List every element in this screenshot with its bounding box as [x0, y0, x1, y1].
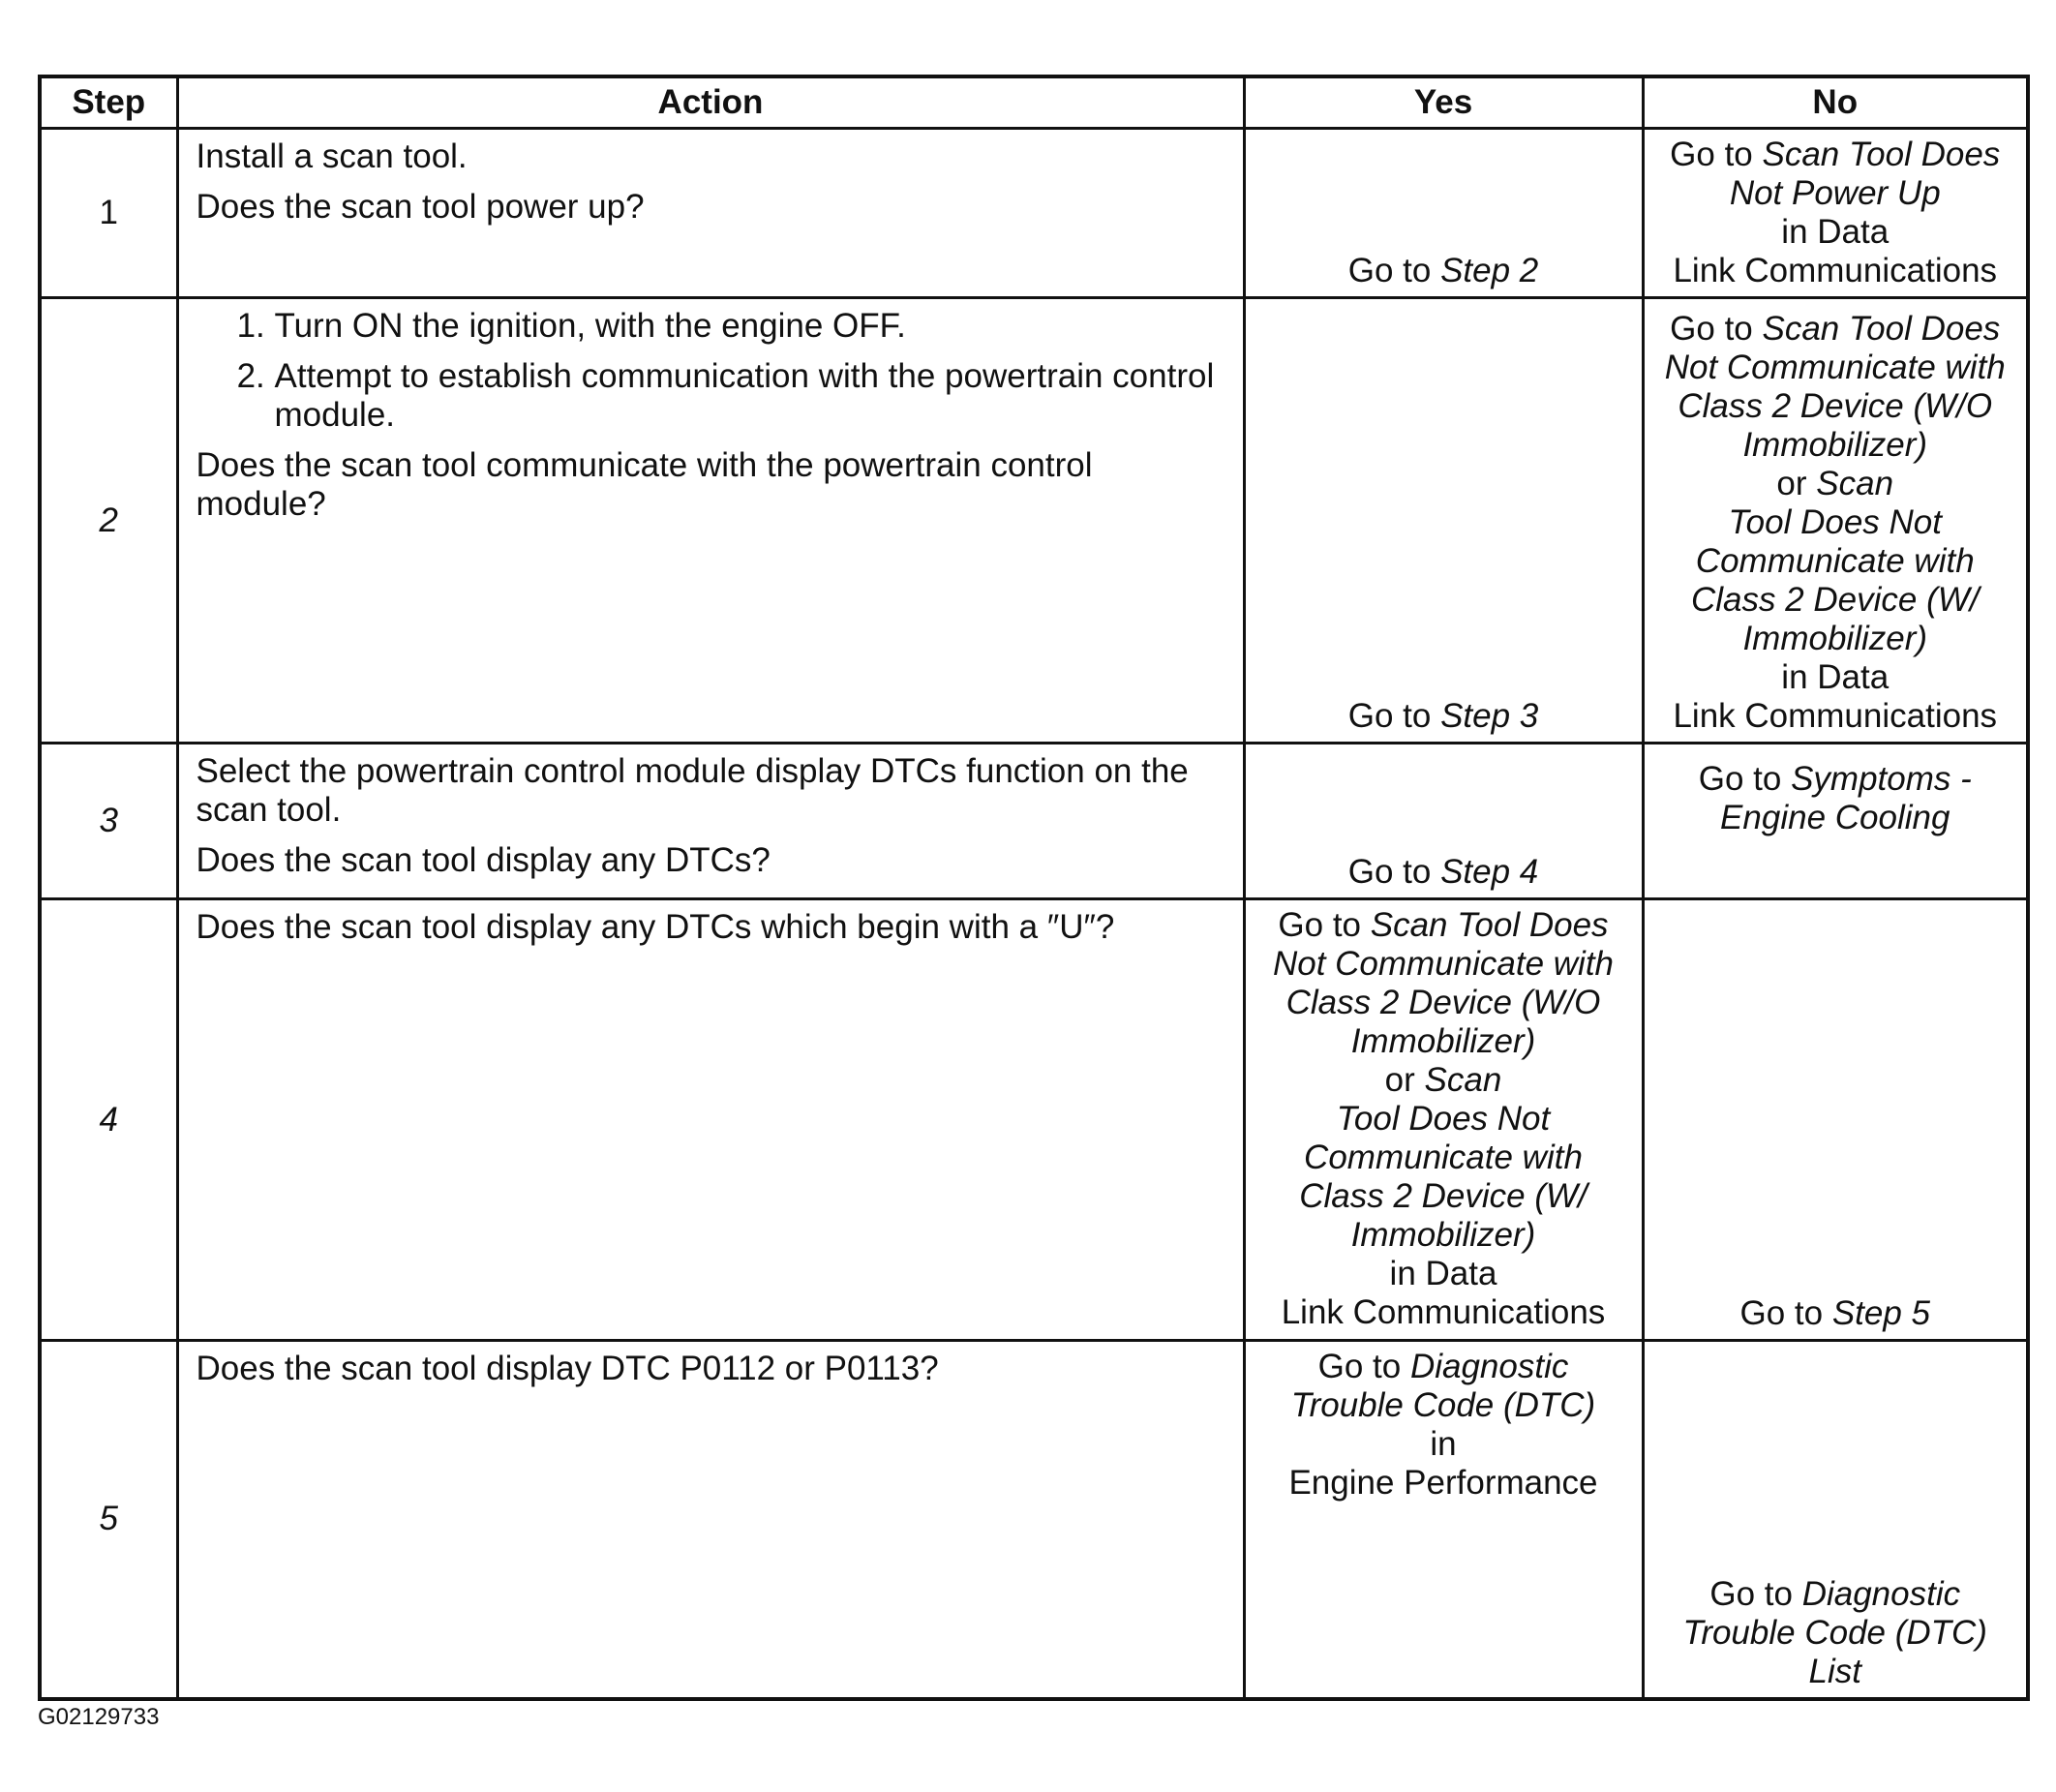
action-cell [177, 899, 1244, 1341]
yes-cell [1244, 129, 1643, 298]
no-line: Go to Scan Tool Does [1670, 136, 2001, 173]
yes-line: Go to Step 3 [1347, 697, 1539, 735]
action-list-item: 2. Attempt to establish communication with the powertrain control module. [275, 357, 1224, 435]
yes-line: Engine Performance [1288, 1464, 1598, 1502]
no-cell [1643, 129, 2028, 298]
table-header-row [40, 76, 2028, 129]
yes-line: in Data [1389, 1255, 1497, 1292]
header-yes: Yes [1244, 76, 1643, 129]
step-number: 1 [40, 129, 177, 298]
yes-cell [1244, 744, 1643, 899]
yes-line: Go to Scan Tool Does [1278, 906, 1609, 944]
no-line: Tool Does Not [1728, 503, 1942, 541]
yes-line: Go to Diagnostic [1317, 1348, 1569, 1385]
no-line: Go to Diagnostic [1709, 1574, 1961, 1613]
yes-cell [1244, 899, 1643, 1341]
yes-cell [1244, 1341, 1643, 1699]
action-question: Does the scan tool communicate with the powertrain control module? [196, 446, 1093, 523]
table-row [40, 744, 2028, 899]
action-cell [177, 1341, 1244, 1699]
no-line: Class 2 Device (W/ [1690, 581, 1980, 619]
action-text: Install a scan tool. [196, 137, 468, 175]
no-line: Immobilizer) [1742, 620, 1928, 657]
yes-line: Immobilizer) [1350, 1022, 1536, 1060]
no-line: Go to Scan Tool Does [1670, 310, 2001, 348]
yes-line: Not Communicate with [1272, 945, 1615, 983]
no-cell [1643, 298, 2028, 744]
action-cell [177, 129, 1244, 298]
no-line: Link Communications [1673, 697, 1998, 735]
table-row [40, 129, 2028, 298]
action-text: Select the powertrain control module display DTCs function on the scan tool. [196, 752, 1189, 829]
no-line: Go to Step 5 [1739, 1294, 1931, 1332]
no-line: in Data [1781, 213, 1890, 251]
yes-line: Immobilizer) [1350, 1216, 1536, 1254]
step-number: 2 [40, 298, 177, 744]
yes-line: Communicate with [1304, 1139, 1583, 1176]
no-line: Communicate with [1695, 542, 1975, 580]
table-row [40, 899, 2028, 1341]
yes-line: Go to Step 2 [1347, 252, 1539, 289]
yes-line: Class 2 Device (W/ [1299, 1177, 1587, 1215]
yes-line: Class 2 Device (W/O [1285, 984, 1601, 1021]
action-question: Does the scan tool display any DTCs? [196, 841, 771, 879]
no-cell [1643, 1341, 2028, 1699]
no-line: Trouble Code (DTC) [1682, 1613, 1987, 1652]
action-list-item: 1. Turn ON the ignition, with the engine OFF. [275, 307, 1224, 346]
yes-line: or Scan [1384, 1061, 1502, 1099]
no-line: Engine Cooling [1720, 799, 1950, 836]
no-line: Not Communicate with [1664, 349, 2006, 386]
action-question: Does the scan tool display DTC P0112 or P0113? [196, 1350, 939, 1387]
no-line: in Data [1781, 658, 1890, 696]
table-row [40, 298, 2028, 744]
no-line: Not Power Up [1729, 174, 1941, 212]
yes-cell [1244, 298, 1643, 744]
step-number: 4 [40, 899, 177, 1341]
yes-line: Go to Step 4 [1347, 853, 1539, 891]
table-row [40, 1341, 2028, 1699]
no-line: Link Communications [1673, 252, 1998, 289]
yes-line: Link Communications [1281, 1293, 1606, 1331]
no-line: Class 2 Device (W/O [1678, 387, 1993, 425]
header-no: No [1643, 76, 2028, 129]
no-cell [1643, 899, 2028, 1341]
header-action: Action [177, 76, 1244, 129]
yes-line: Tool Does Not [1336, 1100, 1551, 1138]
action-question: Does the scan tool display any DTCs which begin with a ″U″? [196, 908, 1115, 946]
action-cell [177, 744, 1244, 899]
diagnostic-table [38, 75, 2030, 1701]
header-step: Step [40, 76, 177, 129]
no-line: or Scan [1776, 465, 1894, 502]
no-line: Go to Symptoms - [1698, 760, 1972, 798]
yes-line: in [1430, 1425, 1457, 1463]
action-cell [177, 298, 1244, 744]
no-cell [1643, 744, 2028, 899]
no-line: Immobilizer) [1742, 426, 1928, 464]
action-list [197, 307, 1224, 435]
action-question: Does the scan tool power up? [196, 188, 645, 226]
figure-id: G02129733 [38, 1704, 160, 1730]
yes-line: Trouble Code (DTC) [1290, 1386, 1596, 1424]
no-line: List [1808, 1652, 1861, 1690]
step-number: 3 [40, 744, 177, 899]
step-number: 5 [40, 1341, 177, 1699]
